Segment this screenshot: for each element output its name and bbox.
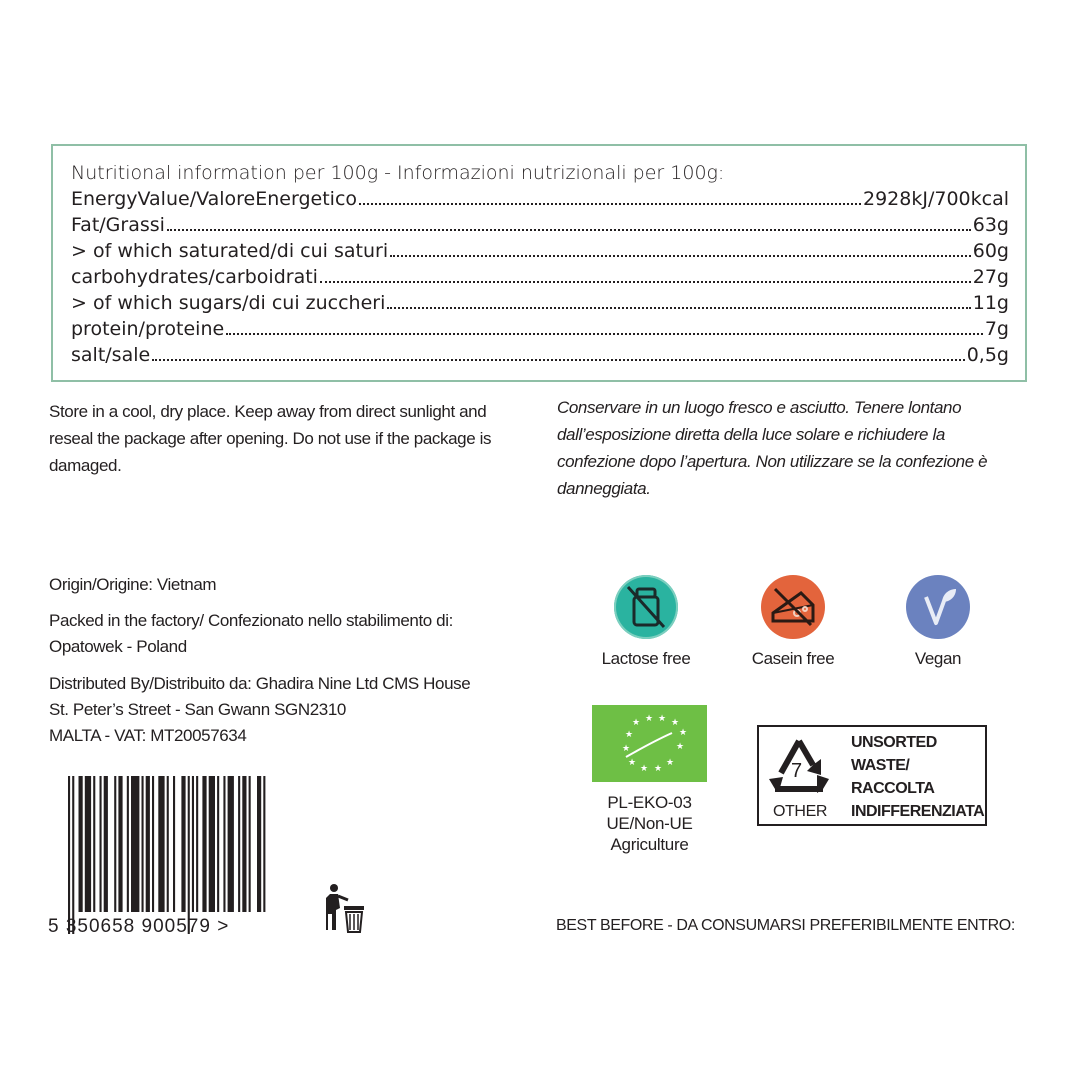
leader-dots <box>390 255 971 257</box>
barcode-bar <box>249 776 251 912</box>
barcode-bar <box>257 776 261 912</box>
nutrition-label: protein/proteine <box>71 318 225 340</box>
barcode-bar <box>104 776 108 912</box>
nutrition-panel <box>51 144 1027 382</box>
leader-dots <box>359 203 861 205</box>
best-before-text: BEST BEFORE - DA CONSUMARSI PREFERIBILMENTE ENTRO: <box>556 917 1015 934</box>
nutrition-label: salt/sale <box>71 344 151 366</box>
distributor-line-1: Distributed By/Distribuito da: Ghadira Nine Ltd CMS House <box>49 674 471 693</box>
barcode-bar <box>68 776 70 934</box>
casein-free-label: Casein free <box>751 649 835 668</box>
distributor-line-2: St. Peter’s Street - San Gwann SGN2310 <box>49 700 346 719</box>
nutrition-label: > of which saturated/di cui saturi <box>71 240 389 262</box>
eu-organic-logo <box>592 705 707 782</box>
vegan-badge <box>878 575 998 669</box>
nutrition-row <box>71 238 1009 264</box>
recycle-line-2: WASTE/ <box>851 757 910 774</box>
organic-code-line-3: Agriculture <box>610 835 689 854</box>
barcode-bar <box>146 776 150 912</box>
barcode-bar <box>131 776 139 912</box>
barcode-bar <box>93 776 95 912</box>
organic-code-line-1: PL-EKO-03 <box>607 793 692 812</box>
svg-text:★: ★ <box>645 714 654 724</box>
svg-text:★: ★ <box>658 714 667 724</box>
barcode-bar <box>223 776 225 912</box>
lactose-free-badge <box>586 575 706 669</box>
barcode-digits: 5 350658 900579 > <box>48 916 230 937</box>
barcode-bar <box>127 776 129 912</box>
barcode-bar <box>181 776 185 912</box>
nutrition-value: 11g <box>972 292 1009 314</box>
barcode-bar <box>167 776 169 912</box>
nutrition-row <box>71 186 1009 212</box>
nutrition-label: EnergyValue/ValoreEnergetico <box>71 188 358 210</box>
leader-dots <box>320 281 971 283</box>
distributor-line-3: MALTA - VAT: MT20057634 <box>49 726 247 745</box>
barcode-bar <box>238 776 240 912</box>
nutrition-value: 60g <box>972 240 1009 262</box>
barcode-bar <box>192 776 194 912</box>
casein-free-icon <box>761 575 825 639</box>
svg-text:★: ★ <box>628 758 637 768</box>
barcode-bar <box>188 776 190 934</box>
storage-instructions-en: Store in a cool, dry place. Keep away from direct sunlight and reseal the package after opening. Do not use if the package is damaged. <box>49 402 492 475</box>
dispose-bin-icon <box>326 884 366 939</box>
packed-line-2: Opatowek - Poland <box>49 637 187 656</box>
vegan-label: Vegan <box>914 649 962 668</box>
barcode-bar <box>202 776 206 912</box>
nutrition-value: 27g <box>972 266 1009 288</box>
barcode-bar <box>158 776 164 912</box>
storage-instructions-it: Conservare in un luogo fresco e asciutto. Tenere lontano dall’esposizione diretta della luce solare e richiudere la confezione dopo l’apertura. Non utilizzare se la confezione è danneggiata. <box>557 398 988 498</box>
barcode-bar <box>114 776 116 912</box>
nutrition-label: > of which sugars/di cui zuccheri <box>71 292 386 314</box>
leader-dots <box>226 333 983 335</box>
barcode-bar <box>263 776 265 912</box>
barcode-bar <box>196 776 198 912</box>
svg-text:★: ★ <box>666 758 675 768</box>
barcode-bar <box>228 776 234 912</box>
leader-dots <box>152 359 965 361</box>
barcode-bar <box>242 776 246 912</box>
nutrition-row <box>71 290 1009 316</box>
lactose-free-label: Lactose free <box>601 649 691 668</box>
svg-text:★: ★ <box>632 718 641 728</box>
leader-dots <box>167 229 971 231</box>
recycle-icon <box>765 735 833 804</box>
svg-text:★: ★ <box>625 730 634 740</box>
casein-free-badge <box>733 575 853 669</box>
barcode-bar <box>118 776 122 912</box>
recycle-line-1: UNSORTED <box>851 734 937 751</box>
organic-code <box>592 792 707 855</box>
svg-text:★: ★ <box>679 728 688 738</box>
recycle-number: 7 <box>791 760 803 782</box>
packed-line-1: Packed in the factory/ Confezionato nello stabilimento di: <box>49 611 453 630</box>
recycle-code: OTHER <box>773 803 828 820</box>
nutrition-row <box>71 342 1009 368</box>
recycle-text <box>851 731 984 823</box>
barcode-bar <box>173 776 175 912</box>
barcode-bar <box>100 776 102 912</box>
nutrition-value: 63g <box>972 214 1009 236</box>
nutrition-value: 0,5g <box>966 344 1009 366</box>
svg-text:★: ★ <box>622 744 631 754</box>
nutrition-row <box>71 264 1009 290</box>
svg-text:★: ★ <box>676 742 685 752</box>
barcode-bar <box>72 776 74 934</box>
nutrition-value: 7g <box>984 318 1009 340</box>
nutrition-label: Fat/Grassi <box>71 214 165 236</box>
recycle-line-3: RACCOLTA <box>851 780 935 797</box>
origin-text: Origin/Origine: Vietnam <box>49 575 217 594</box>
lactose-free-icon <box>614 575 678 639</box>
barcode-bar <box>217 776 219 912</box>
barcode-bar <box>85 776 91 912</box>
vegan-icon <box>906 575 970 639</box>
svg-text:★: ★ <box>640 764 649 774</box>
barcode-bar <box>79 776 83 912</box>
nutrition-row <box>71 212 1009 238</box>
barcode-bar <box>152 776 154 912</box>
nutrition-label: carbohydrates/carboidrati <box>71 266 318 288</box>
nutrition-heading: Nutritional information per 100g - Informazioni nutrizionali per 100g: <box>71 162 725 184</box>
recycling-box <box>757 725 987 826</box>
barcode-bar <box>209 776 215 912</box>
leader-dots <box>387 307 970 309</box>
organic-code-line-2: UE/Non-UE <box>606 814 693 833</box>
recycle-line-4: INDIFFERENZIATA <box>851 803 985 820</box>
svg-text:★: ★ <box>654 764 663 774</box>
nutrition-row <box>71 316 1009 342</box>
nutrition-value: 2928kJ/700kcal <box>863 188 1009 210</box>
barcode-bars <box>48 776 276 936</box>
barcode-bar <box>142 776 144 912</box>
svg-text:★: ★ <box>671 718 680 728</box>
